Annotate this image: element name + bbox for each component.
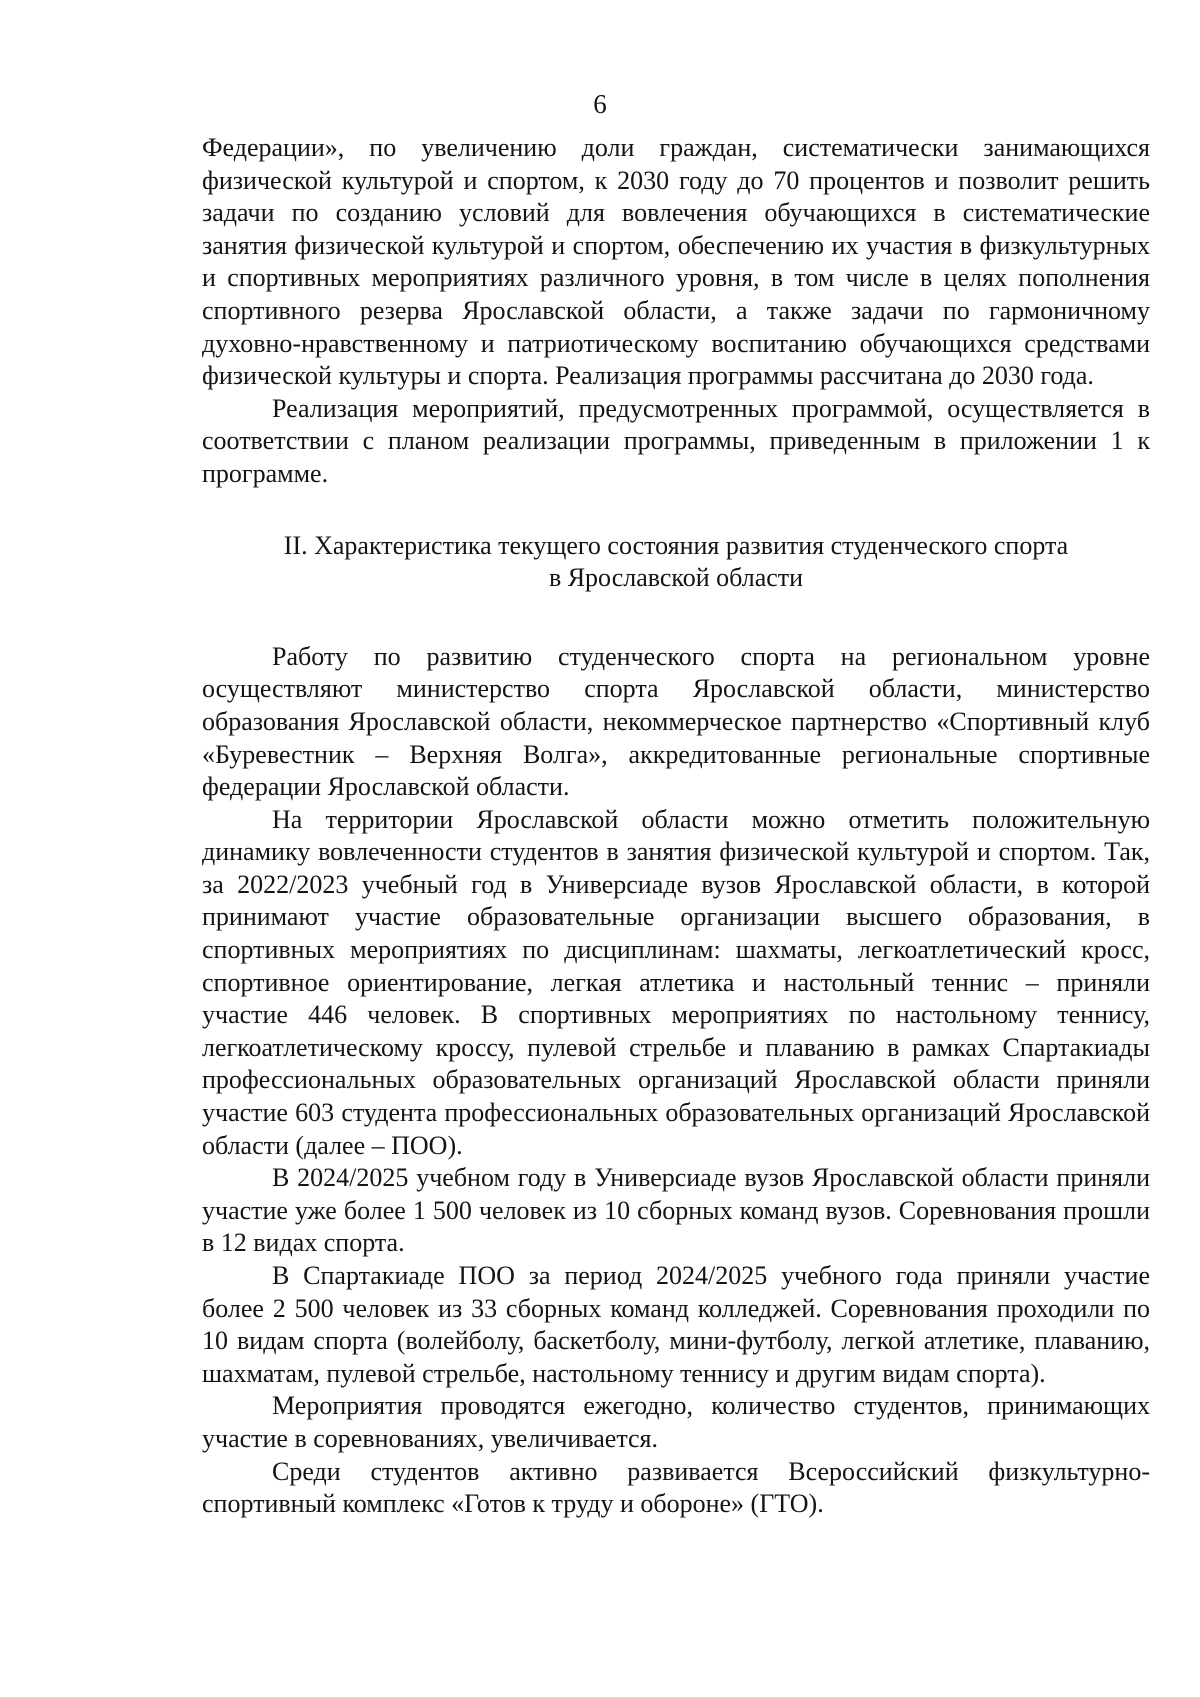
section-heading (202, 530, 1150, 595)
paragraph-continuation: Федерации», по увеличению доли граждан, систематически занимающихся физической культурой и спортом, к 2030 году до 70 процентов и позволит решить задачи по созданию условий для вовлечения обучающихся в систематические занятия физической культурой и спортом, обеспечению их участия в физкультурных и спортивных мероприятиях различного уровня, в том числе в целях пополнения спортивного резерва Ярославской области, а также задачи по гармоничному духовно-нравственному и патриотическому воспитанию обучающихся средствами физической культуры и спорта. Реализация программы рассчитана до 2030 года. (202, 133, 1150, 391)
section-heading-line-1: II. Характеристика текущего состояния развития студенческого спорта (283, 530, 1069, 560)
paragraph-gto: Среди студентов активно развивается Всероссийский физкультурно-спортивный комплекс «Готов к труду и обороне» (ГТО). (202, 1456, 1150, 1519)
paragraph-organizers: Работу по развитию студенческого спорта на региональном уровне осуществляют министерство спорта Ярославской области, министерство образования Ярославской области, некоммерческое партнерство «Спортивный клуб «Буревестник – Верхняя Волга», аккредитованные региональные спортивные федерации Ярославской области. (202, 641, 1150, 802)
paragraph-dynamics: На территории Ярославской области можно отметить положительную динамику вовлеченности студентов в занятия физической культурой и спортом. Так, за 2022/2023 учебный год в Универсиаде вузов Ярославской области, в которой принимают участие образовательные организации высшего образования, в спортивных мероприятиях по дисциплинам: шахматы, легкоатлетический кросс, спортивное ориентирование, легкая атлетика и настольный теннис – приняли участие 446 человек. В спортивных мероприятиях по настольному теннису, легкоатлетическому кроссу, пулевой стрельбе и плаванию в рамках Спартакиады профессиональных образовательных организаций Ярославской области приняли участие 603 студента профессиональных образовательных организаций Ярославской области (далее – ПОО). (202, 804, 1150, 1160)
paragraph-spartakiada: В Спартакиаде ПОО за период 2024/2025 учебного года приняли участие более 2 500 человек из 33 сборных команд колледжей. Соревнования проходили по 10 видам спорта (волейболу, баскетболу, мини-футболу, легкой атлетике, плаванию, шахматам, пулевой стрельбе, настольному теннису и другим видам спорта). (202, 1261, 1150, 1388)
paragraph-implementation: Реализация мероприятий, предусмотренных программой, осуществляется в соответствии с планом реализации программы, приведенным в приложении 1 к программе. (202, 393, 1150, 488)
paragraph-universiade: В 2024/2025 учебном году в Универсиаде вузов Ярославской области приняли участие уже более 1 500 человек из 10 сборных команд вузов. Соревнования прошли в 12 видах спорта. (202, 1163, 1150, 1258)
document-body (202, 132, 1150, 1521)
page-number: 6 (593, 89, 607, 119)
paragraph-annual-events: Мероприятия проводятся ежегодно, количество студентов, принимающих участие в соревнованиях, увеличивается. (202, 1391, 1150, 1453)
section-heading-line-2: в Ярославской области (548, 563, 804, 593)
